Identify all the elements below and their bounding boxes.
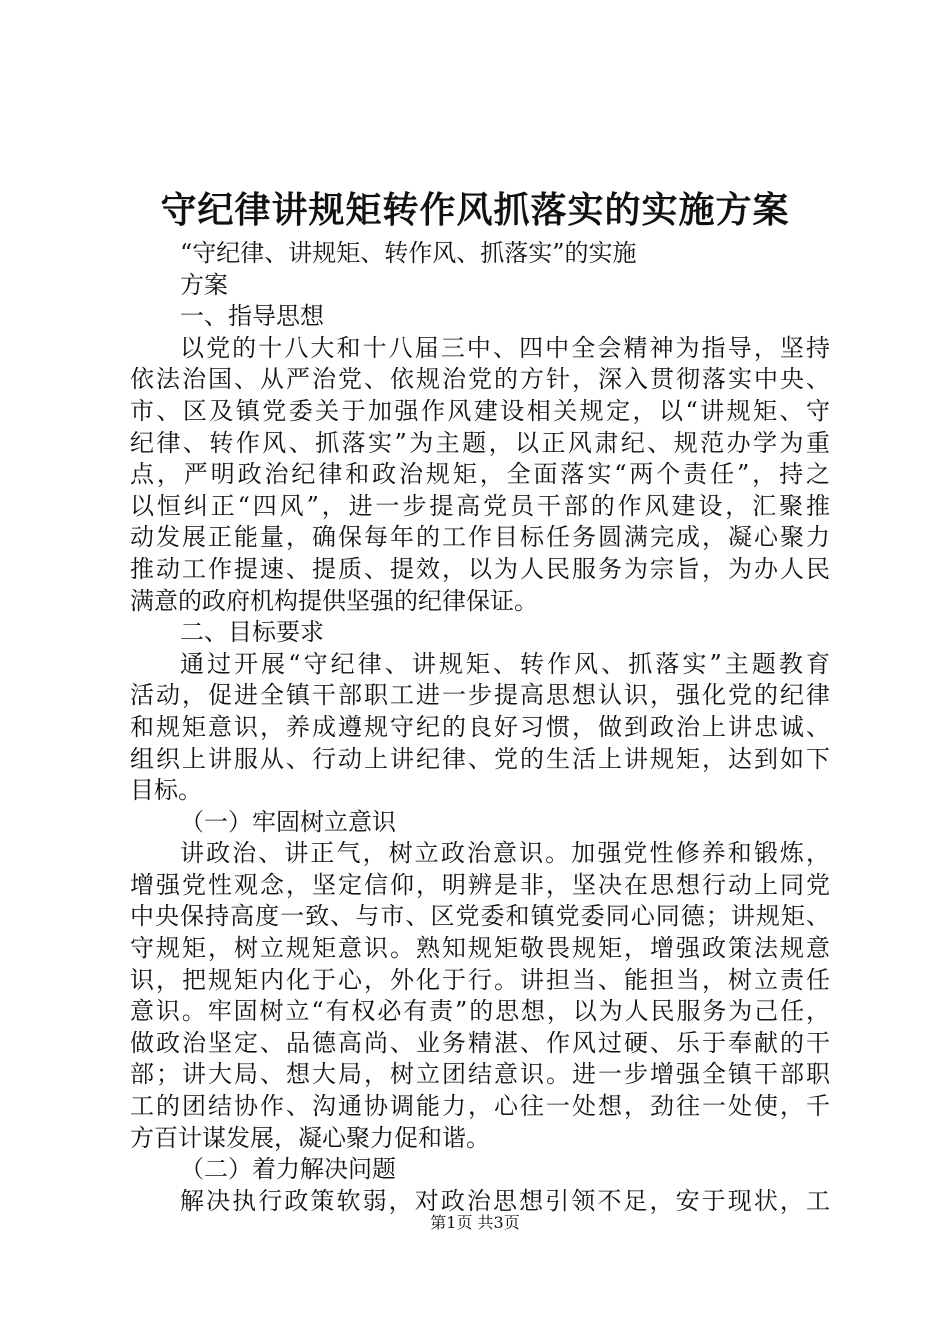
document-body [130,238,830,1217]
text-line: 市、区及镇党委关于加强作风建设相关规定，以“讲规矩、守 [130,396,830,425]
section-heading: 二、目标要求 [180,618,324,647]
text-line: 满意的政府机构提供坚强的纪律保证。 [130,586,538,615]
text-line: 做政治坚定、品德高尚、业务精湛、作风过硬、乐于奉献的干 [130,1028,830,1057]
section-heading: 一、指导思想 [180,302,324,331]
text-line: 工的团结协作、沟通协调能力，心往一处想，劲往一处使，千 [130,1092,830,1121]
text-line: 依法治国、从严治党、依规治党的方针，深入贯彻落实中央、 [130,365,830,394]
text-line: 和规矩意识，养成遵规守纪的良好习惯，做到政治上讲忠诚、 [130,712,830,741]
text-line: 动发展正能量，确保每年的工作目标任务圆满完成，凝心聚力 [130,523,830,552]
text-line: 方案 [180,270,228,299]
text-line: 点，严明政治纪律和政治规矩，全面落实“两个责任”，持之 [130,460,830,489]
document-title: 守纪律讲规矩转作风抓落实的实施方案 [160,189,790,231]
text-line: 守规矩，树立规矩意识。熟知规矩敬畏规矩，增强政策法规意 [130,934,830,963]
page-number: 第1页 共3页 [430,1213,520,1232]
text-line: 意识。牢固树立“有权必有责”的思想，以为人民服务为己任， [130,997,830,1026]
text-line: “守纪律、讲规矩、转作风、抓落实”的实施 [180,239,637,267]
text-line: 讲政治、讲正气，树立政治意识。加强党性修养和锻炼， [180,839,830,868]
text-line: 解决执行政策软弱，对政治思想引领不足，安于现状，工 [180,1186,830,1215]
text-line: 组织上讲服从、行动上讲纪律、党的生活上讲规矩，达到如下 [130,744,830,773]
subsection-heading: （一）牢固树立意识 [180,807,396,836]
text-line: 推动工作提速、提质、提效，以为人民服务为宗旨，为办人民 [130,554,830,583]
text-line: 活动，促进全镇干部职工进一步提高思想认识，强化党的纪律 [130,681,830,710]
text-line: 以党的十八大和十八届三中、四中全会精神为指导，坚持 [180,333,830,362]
text-line: 中央保持高度一致、与市、区党委和镇党委同心同德；讲规矩、 [130,902,830,931]
text-line: 识，把规矩内化于心，外化于行。讲担当、能担当，树立责任 [130,965,830,994]
text-line: 以恒纠正“四风”，进一步提高党员干部的作风建设，汇聚推 [130,491,830,520]
text-line: 方百计谋发展，凝心聚力促和谐。 [130,1123,490,1152]
subsection-heading: （二）着力解决问题 [180,1155,396,1184]
text-line: 部；讲大局、想大局，树立团结意识。进一步增强全镇干部职 [130,1060,830,1089]
text-line: 目标。 [130,776,202,805]
text-line: 通过开展“守纪律、讲规矩、转作风、抓落实”主题教育 [180,649,830,678]
text-line: 增强党性观念，坚定信仰，明辨是非，坚决在思想行动上同党 [130,870,830,899]
text-line: 纪律、转作风、抓落实”为主题，以正风肃纪、规范办学为重 [130,428,830,457]
